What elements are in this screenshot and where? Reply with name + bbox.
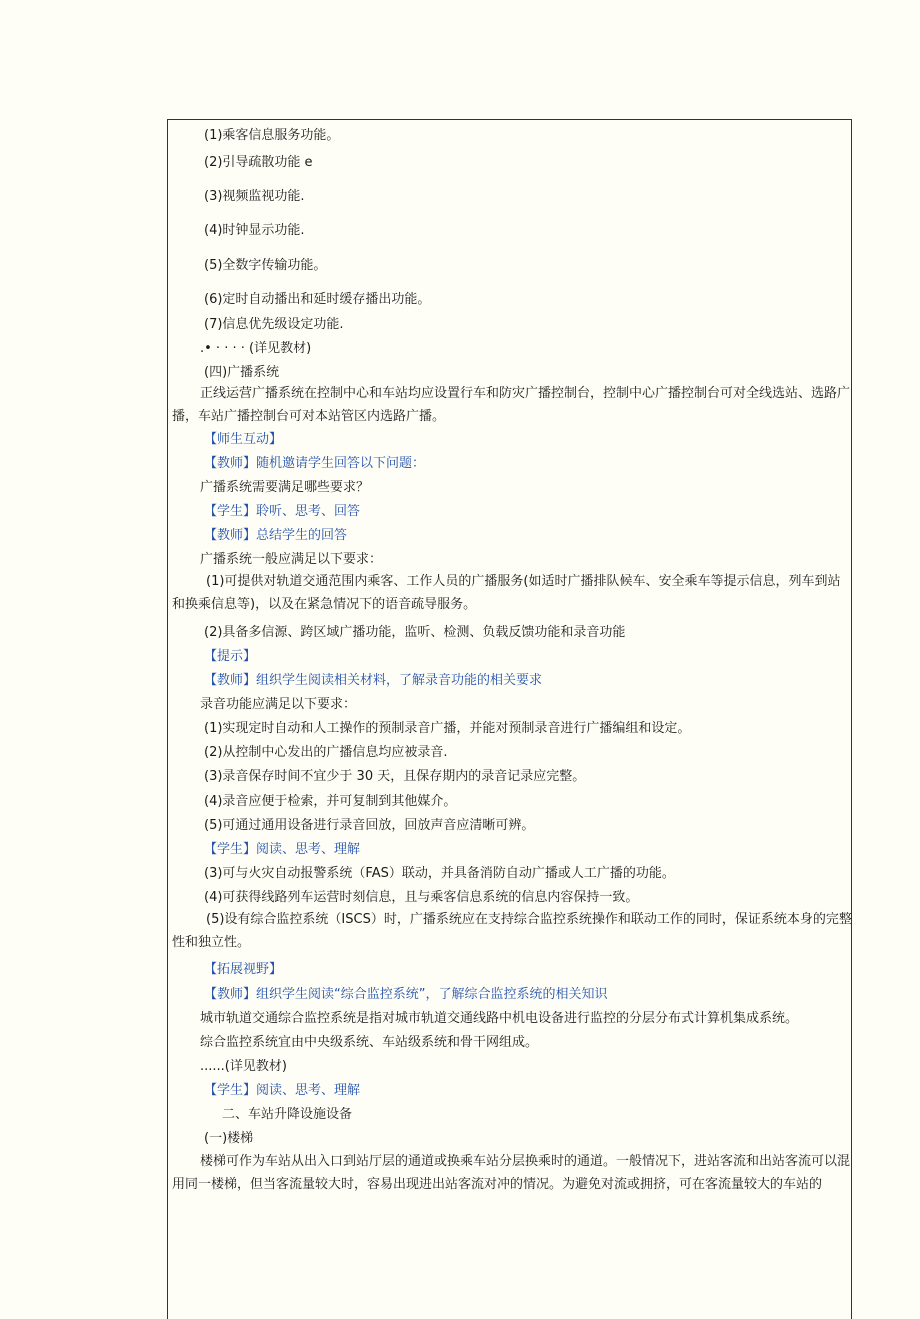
label-teacher: 【教师】组织学生阅读“综合监控系统”，了解综合监控系统的相关知识 [204, 987, 608, 1002]
paragraph: (5)设有综合监控系统（ISCS）时，广播系统应在支持综合监控系统操作和联动工作的同时，保证系统本身的完整性和独立性。 [172, 912, 852, 950]
label-expand: 【拓展视野】 [204, 962, 283, 977]
label-teacher: 【教师】随机邀请学生回答以下问题： [204, 456, 426, 471]
text-line: (2)引导疏散功能 e [204, 155, 313, 170]
text-line: (5)全数字传输功能。 [204, 258, 327, 273]
text-line: (4)可获得线路列车运营时刻信息，且与乘客信息系统的信息内容保持一致。 [204, 890, 639, 905]
text-line: (2)具备多信源、跨区域广播功能，监听、检测、负载反馈功能和录音功能 [204, 625, 626, 640]
label-teacher: 【教师】组织学生阅读相关材料，了解录音功能的相关要求 [204, 673, 543, 688]
text-line: (3)可与火灾自动报警系统（FAS）联动，并具备消防自动广播或人工广播的功能。 [204, 866, 675, 881]
text-line: 录音功能应满足以下要求： [200, 697, 357, 712]
text-line: ......(详见教材) [200, 1059, 287, 1074]
section-heading: 二、车站升降设施设备 [222, 1107, 353, 1122]
label-student: 【学生】阅读、思考、理解 [204, 1083, 361, 1098]
section-heading: (一)楼梯 [204, 1131, 254, 1146]
text-line: (1)乘客信息服务功能。 [204, 128, 340, 143]
text-line: (7)信息优先级设定功能. [204, 317, 344, 332]
text-line: (1)实现定时自动和人工操作的预制录音广播，并能对预制录音进行广播编组和设定。 [204, 721, 691, 736]
text-line: (5)可通过通用设备进行录音回放，回放声音应清晰可辨。 [204, 818, 535, 833]
text-line: 城市轨道交通综合监控系统是指对城市轨道交通线路中机电设备进行监控的分层分布式计算机集成系统。 [200, 1011, 799, 1026]
text-line: (3)录音保存时间不宜少于 30 天，且保存期内的录音记录应完整。 [204, 769, 586, 784]
paragraph: 正线运营广播系统在控制中心和车站均应设置行车和防灾广播控制台，控制中心广播控制台可对全线选站、选路广播，车站广播控制台可对本站管区内选路广播。 [172, 386, 851, 424]
label-student: 【学生】阅读、思考、理解 [204, 842, 361, 857]
text-line: (2)从控制中心发出的广播信息均应被录音. [204, 745, 448, 760]
text-line: (4)时钟显示功能. [204, 223, 305, 238]
text-line: (3)视频监视功能. [204, 189, 305, 204]
text-line: 广播系统需要满足哪些要求？ [200, 480, 370, 495]
text-line: (6)定时自动播出和延时缓存播出功能。 [204, 292, 431, 307]
label-interaction: 【师生互动】 [204, 432, 283, 447]
label-hint: 【提示】 [204, 649, 257, 664]
text-line: 广播系统一般应满足以下要求： [200, 552, 383, 567]
label-teacher: 【教师】总结学生的回答 [204, 528, 348, 543]
table-cell-frame [167, 119, 852, 1319]
section-heading: (四)广播系统 [204, 365, 280, 380]
paragraph: (1)可提供对轨道交通范围内乘客、工作人员的广播服务(如适时广播排队候车、安全乘车等提示信息，列车到站和换乘信息等)，以及在紧急情况下的语音疏导服务。 [172, 574, 841, 612]
paragraph: 楼梯可作为车站从出入口到站厅层的通道或换乘车站分层换乘时的通道。一般情况下，进站客流和出站客流可以混用同一楼梯，但当客流量较大时，容易出现进出站客流对冲的情况。为避免对流或拥挤，可在客流量较大的车站的 [172, 1154, 851, 1192]
label-student: 【学生】聆听、思考、回答 [204, 504, 361, 519]
text-line: 综合监控系统宜由中央级系统、车站级系统和骨干网组成。 [200, 1035, 539, 1050]
text-line: (4)录音应便于检索，并可复制到其他媒介。 [204, 794, 457, 809]
text-line: .• · · · · (详见教材) [200, 341, 312, 356]
